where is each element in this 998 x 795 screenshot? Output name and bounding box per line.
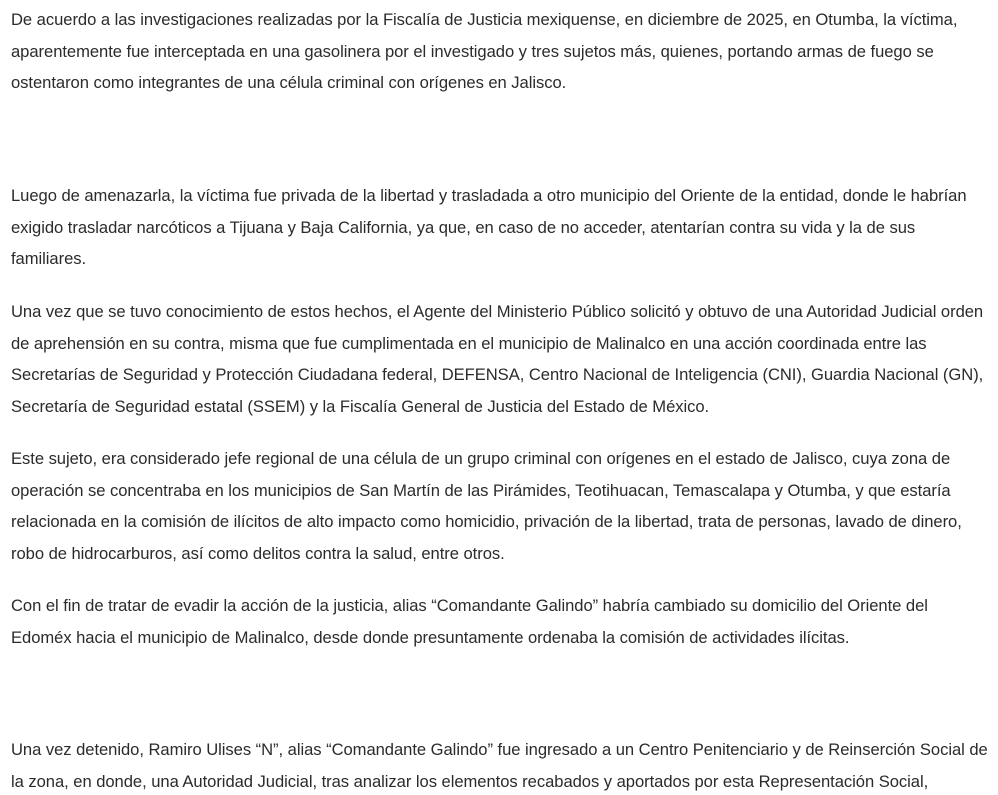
paragraph-investigation: De acuerdo a las investigaciones realizadas por la Fiscalía de Justicia mexiquense, en diciembre de 2025, en Otumba, la víctima, aparentemente fue interceptada en una gasolinera por el investigado y tres sujetos más, quienes, portando armas de fuego se ostentaron como integrantes de una célula criminal con orígenes en Jalisco. xyxy=(11,10,958,92)
paragraph-evasion: Con el fin de tratar de evadir la acción de la justicia, alias “Comandante Galindo” habría cambiado su domicilio del Oriente del Edoméx hacia el municipio de Malinalco, desde donde presuntamente ordenaba la comisión de actividades ilícitas. xyxy=(11,596,928,647)
paragraph-arrest-warrant: Una vez que se tuvo conocimiento de estos hechos, el Agente del Ministerio Público solicitó y obtuvo de una Autoridad Judicial orden de aprehensión en su contra, misma que fue cumplimentada en el municipio de Malinalco en una acción coordinada entre las Secretarías de Seguridad y Protección Ciudadana federal, DEFENSA, Centro Nacional de Inteligencia (CNI), Guardia Nacional (GN), Secretaría de Seguridad estatal (SSEM) y la Fiscalía General de Justicia del Estado de México. xyxy=(11,302,984,416)
paragraph-regional-leader: Este sujeto, era considerado jefe regional de una célula de un grupo criminal con orígenes en el estado de Jalisco, cuya zona de operación se concentraba en los municipios de San Martín de las Pirámides, Teotihuacan, Temascalapa y Otumba, y que estaría relacionada en la comisión de ilícitos de alto impacto como homicidio, privación de la libertad, trata de personas, lavado de dinero, robo de hidrocarburos, así como delitos contra la salud, entre otros. xyxy=(11,449,962,563)
paragraph-kidnapping: Luego de amenazarla, la víctima fue privada de la libertad y trasladada a otro municipio del Oriente de la entidad, donde le habrían exigido trasladar narcóticos a Tijuana y Baja California, ya que, en caso de no acceder, atentarían contra su vida y la de sus familiares. xyxy=(11,186,967,268)
paragraph-detention: Una vez detenido, Ramiro Ulises “N”, alias “Comandante Galindo” fue ingresado a un Centro Penitenciario y de Reinserción Social de la zona, en donde, una Autoridad Judicial, tras analizar los elementos recabados y aportados por esta Representación Social, xyxy=(11,740,988,791)
